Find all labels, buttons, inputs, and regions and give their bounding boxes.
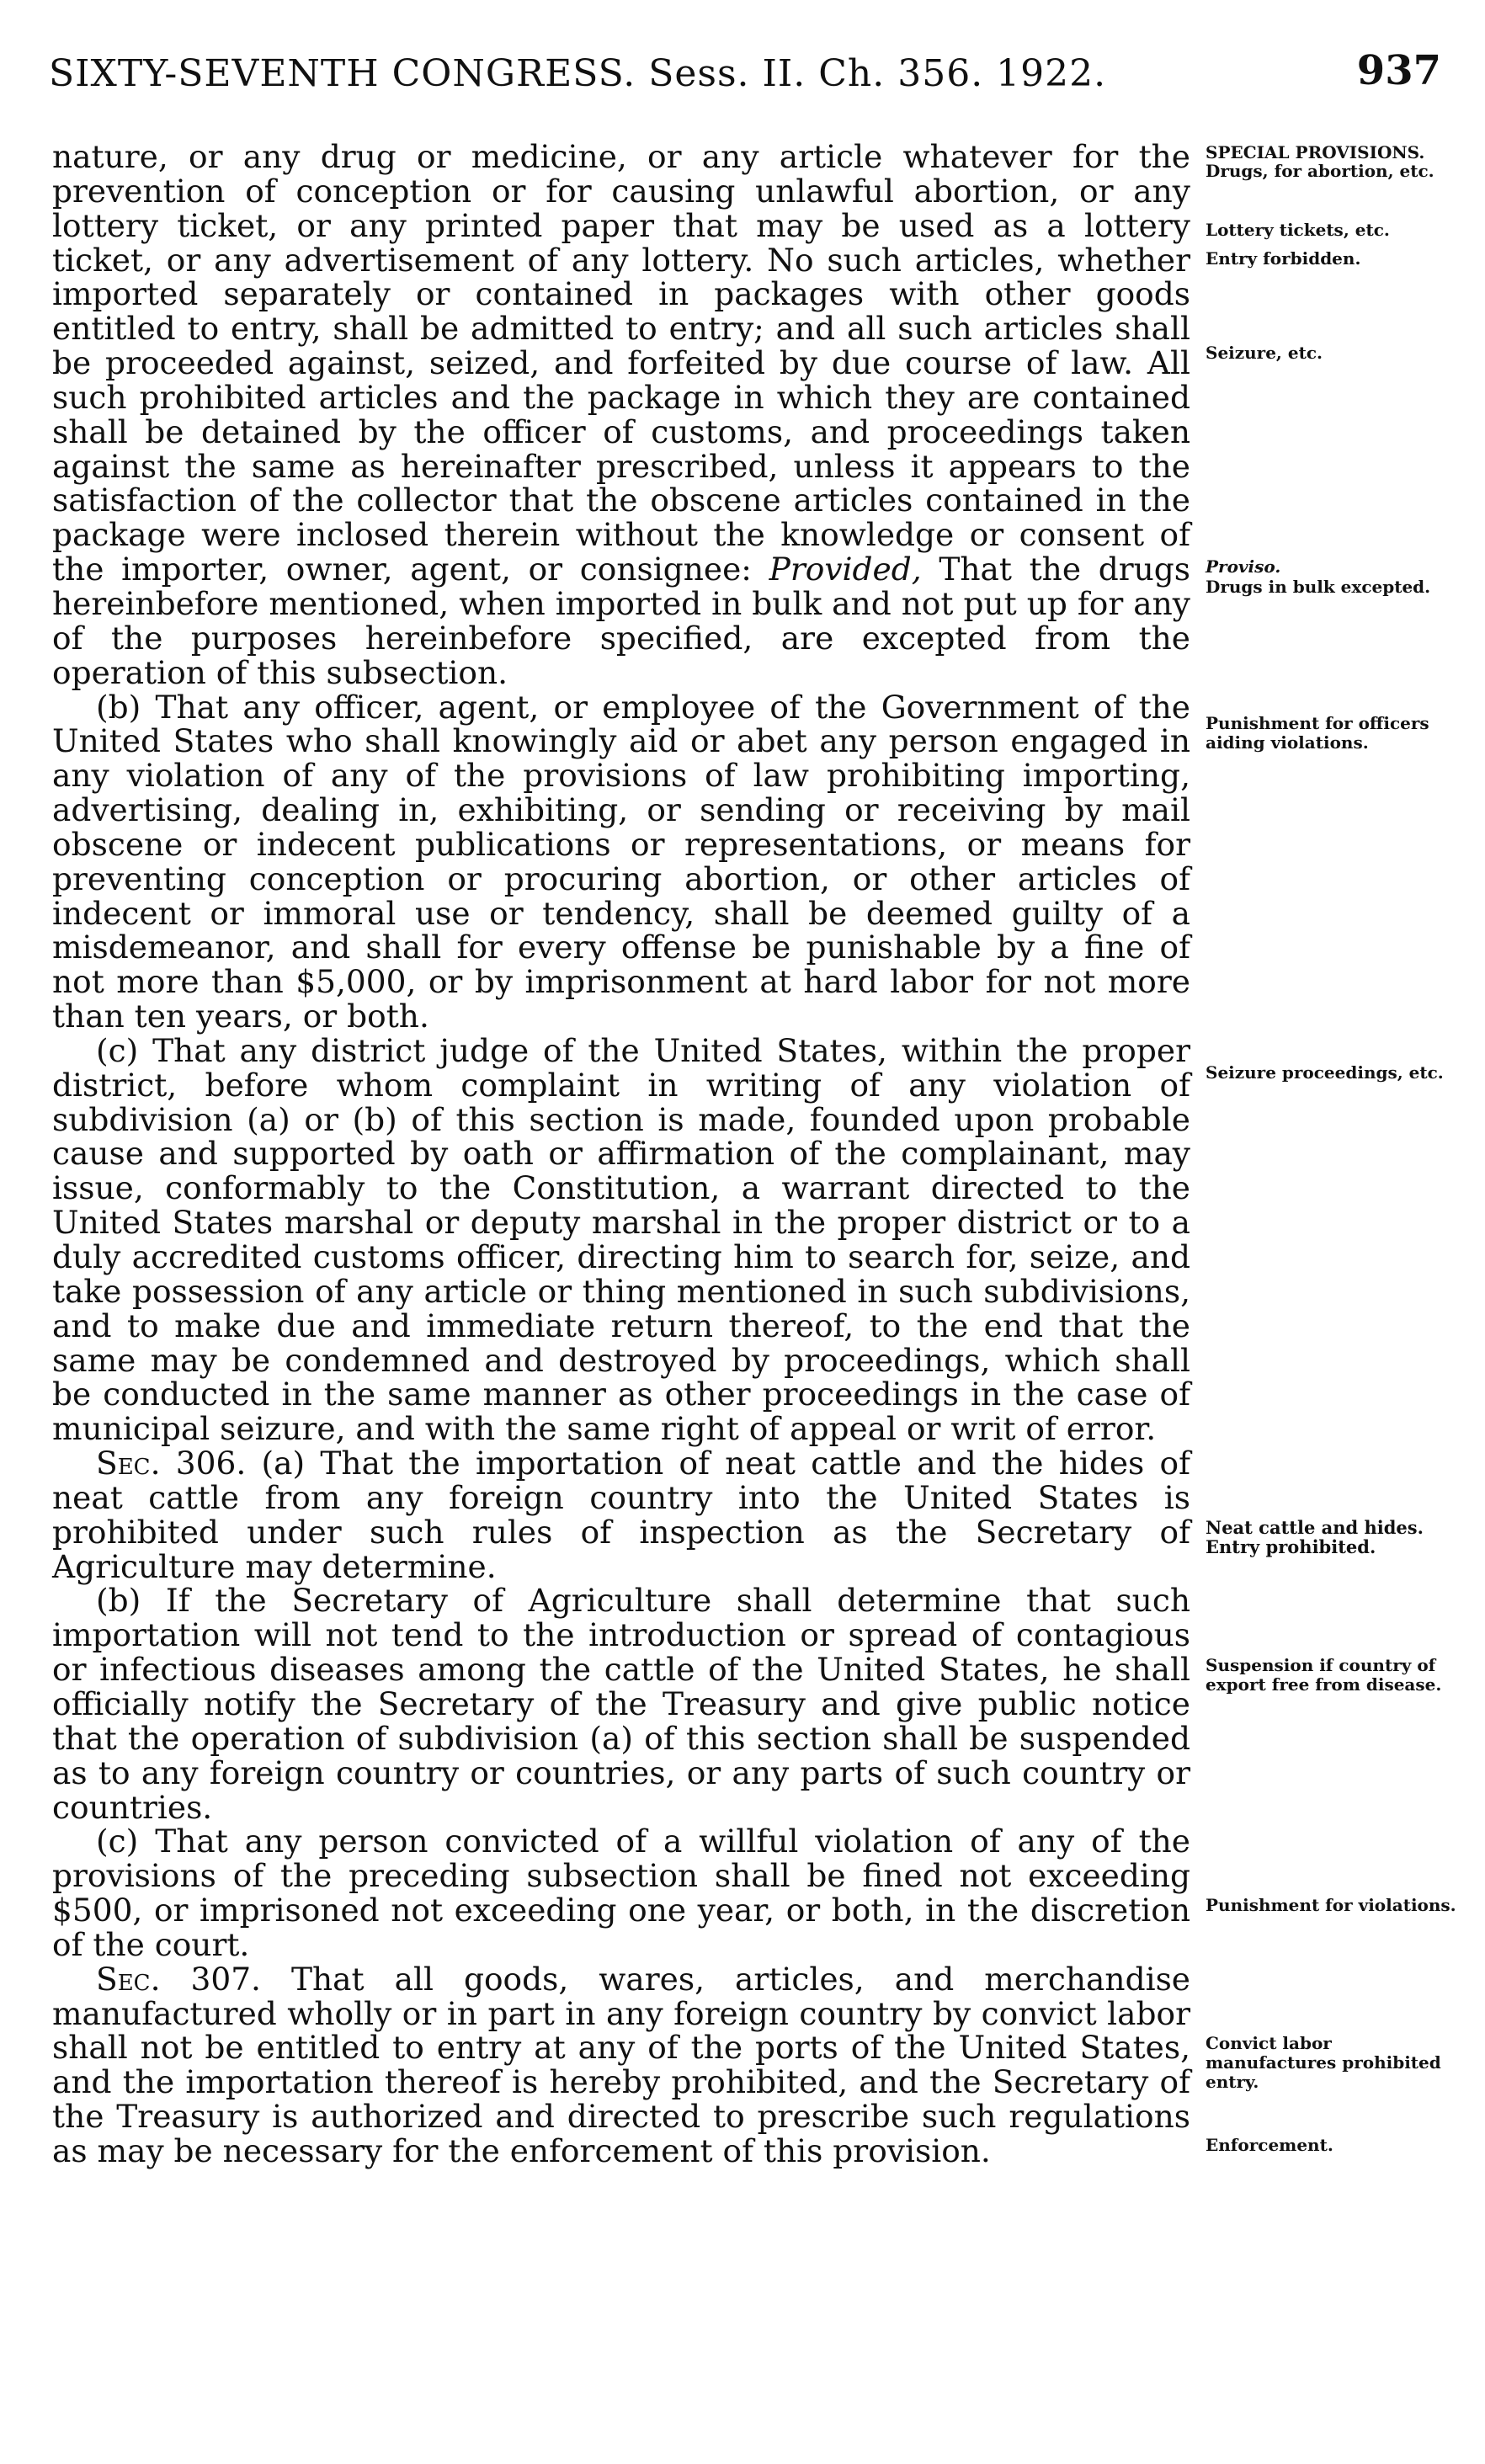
running-title: SIXTY-SEVENTH CONGRESS. Sess. II. Ch. 356. 1922. xyxy=(49,52,1107,95)
margin-note-lottery: Lottery tickets, etc. xyxy=(1206,220,1390,240)
margin-note-entry-prohibited: Entry prohibited. xyxy=(1206,1536,1376,1557)
margin-note-seizure: Seizure, etc. xyxy=(1206,343,1323,363)
margin-note-neat-cattle: Neat cattle and hides. xyxy=(1206,1517,1424,1538)
section-307-text: That all goods, wares, articles, and merchandise manufactured wholly or in part in any foreign country by convict labor shall not be entitled to entry at any of the ports of the United States, and the importation thereof is hereby prohibited, and the Secretary of the Treasury is authorized and directed to prescribe such regulations as may be necessary for the enforcement of this provision. xyxy=(52,1960,1191,2169)
provided-term: Provided, xyxy=(769,551,922,588)
margin-note-enforcement: Enforcement. xyxy=(1206,2135,1333,2155)
margin-note-suspension: Suspension if country of export free from disease. xyxy=(1206,1655,1442,1695)
section-307-label: Sec. 307. xyxy=(96,1960,261,1998)
margin-note-proviso xyxy=(1206,557,1458,577)
section-306-c: (c) That any person convicted of a willful violation of any of the provisions of the preceding subsection shall be fined not exceeding $500, or imprisoned not exceeding one year, or both, in the discretion of the court. xyxy=(52,1823,1190,1963)
section-306-a-text: (a) That the importation of neat cattle and the hides of neat cattle from any foreign country into the United States is prohibited under such rules of inspection as the Secretary of Agriculture may determine. xyxy=(52,1445,1191,1585)
main-text xyxy=(52,140,1190,2169)
paragraph-c: (c) That any district judge of the United States, within the proper district, before whom complaint in writing of any violation of subdivision (a) or (b) of this section is made, founded upon probable cause and supported by oath or affirmation of the complainant, may issue, conformably to the Constitution, a warrant directed to the United States marshal or deputy marshal in the proper district or to a duly accredited customs officer, directing him to search for, seize, and take possession of any article or thing mentioned in such subdivisions, and to make due and immediate return thereof, to the end that the same may be condemned and destroyed by proceedings, which shall be conducted in the same manner as other proceedings in the case of municipal seizure, and with the same right of appeal or writ of error. xyxy=(52,1031,1190,1448)
paragraph-a-text: nature, or any drug or medicine, or any article whatever for the prevention of conception or for causing unlawful abortion, or any lottery ticket, or any printed paper that may be used as a lottery ticket, or any advertisement of any lottery. No such articles, whether imported separately or contained in packages with other goods entitled to entry, shall be admitted to entry; and all such articles shall be proceeded against, seized, and forfeited by due course of law. All such prohibited articles and the package in which they are contained shall be detained by the officer of customs, and proceedings taken against the same as hereinafter prescribed, unless it appears to the satisfaction of the collector that the obscene articles contained in the package were inclosed therein without the knowledge or consent of the importer, owner, agent, or consignee: xyxy=(52,138,1190,588)
section-306-a xyxy=(52,1446,1190,1583)
margin-note-seizure-proceedings: Seizure proceedings, etc. xyxy=(1206,1062,1444,1083)
margin-note-punishment-officers: Punishment for officers aiding violations. xyxy=(1206,713,1429,753)
margin-note-special-provisions: SPECIAL PROVISIONS. xyxy=(1206,142,1425,162)
margin-note-drugs: Drugs, for abortion, etc. xyxy=(1206,161,1434,181)
margin-note-convict-labor: Convict labor manufactures prohibited entry. xyxy=(1206,2033,1441,2092)
margin-note-entry-forbidden: Entry forbidden. xyxy=(1206,248,1361,269)
margin-note-drugs-bulk: Drugs in bulk excepted. xyxy=(1206,577,1431,597)
page-number: 937 xyxy=(1356,47,1441,94)
paragraph-b: (b) That any officer, agent, or employee of the Government of the United States who shall knowingly aid or abet any person engaged in any violation of any of the provisions of law prohibiting importing, advertising, dealing in, exhibiting, or sending or receiving by mail obscene or indecent publications or representations, or means for preventing conception or procuring abortion, or other articles of indecent or immoral use or tendency, shall be deemed guilty of a misdemeanor, and shall for every offense be punishable by a fine of not more than $5,000, or by imprisonment at hard labor for not more than ten years, or both. xyxy=(52,688,1190,1035)
paragraph-a-continued xyxy=(52,140,1190,690)
proviso-label: Proviso. xyxy=(1206,556,1281,577)
section-306-b: (b) If the Secretary of Agriculture shall determine that such importation will not tend to the introduction or spread of contagious or infectious diseases among the cattle of the United States, he shall officially notify the Secretary of the Treasury and give public notice that the operation of subdivision (a) of this section shall be suspended as to any foreign country or countries, or any parts of such country or countries. xyxy=(52,1582,1190,1826)
margin-note-punishment-violations: Punishment for violations. xyxy=(1206,1895,1456,1915)
section-307 xyxy=(52,1962,1190,2169)
section-306-label: Sec. 306. xyxy=(96,1445,247,1482)
paragraph-a-proviso: That the drugs hereinbefore mentioned, when imported in bulk and not put up for any of the purposes hereinbefore specified, are excepted from the operation of this subsection. xyxy=(52,551,1191,691)
